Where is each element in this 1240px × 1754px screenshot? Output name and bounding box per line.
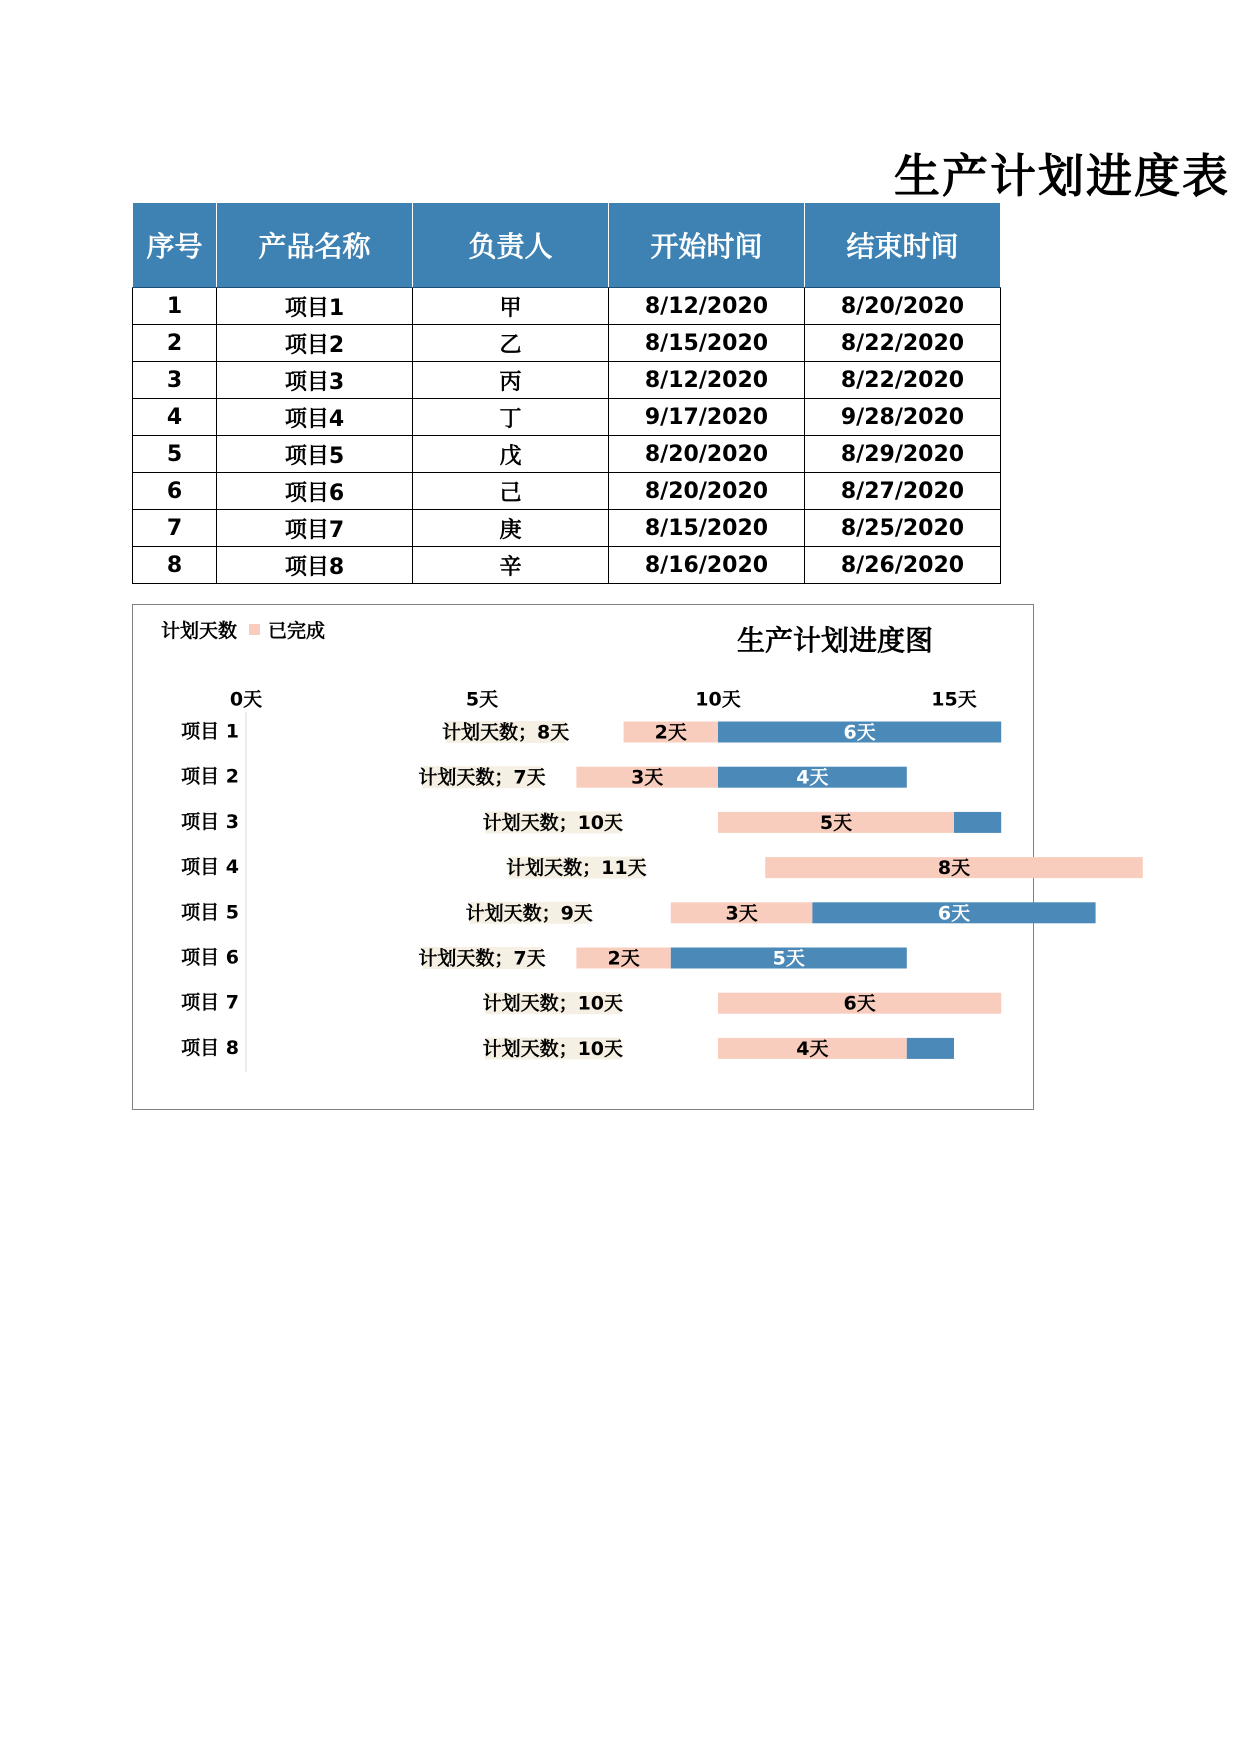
cell-start-date[interactable]: 8/12/2020 xyxy=(609,288,805,325)
cell-owner[interactable]: 戊 xyxy=(413,436,609,473)
x-tick-label: 10天 xyxy=(695,688,741,711)
planned-days-label: 计划天数；10天 xyxy=(482,1037,624,1060)
cell-index[interactable]: 2 xyxy=(133,325,217,362)
remaining-bar-label: 5天 xyxy=(772,947,805,970)
cell-product-name[interactable]: 项目6 xyxy=(217,473,413,510)
header-owner: 负责人 xyxy=(413,203,609,288)
remaining-bar-label: 6天 xyxy=(937,902,971,925)
legend-entry-planned: 计划天数 xyxy=(161,620,238,642)
cell-index[interactable]: 4 xyxy=(133,399,217,436)
y-category-label: 项目 7 xyxy=(181,991,239,1014)
cell-end-date[interactable]: 8/29/2020 xyxy=(805,436,1001,473)
cell-owner[interactable]: 己 xyxy=(413,473,609,510)
cell-owner[interactable]: 丁 xyxy=(413,399,609,436)
remaining-bar-label: 6天 xyxy=(843,721,876,744)
cell-end-date[interactable]: 8/22/2020 xyxy=(805,362,1001,399)
cell-product-name[interactable]: 项目8 xyxy=(217,547,413,584)
y-category-label: 项目 2 xyxy=(181,765,239,788)
planned-days-label: 计划天数；7天 xyxy=(418,766,546,789)
completed-bar-label: 3天 xyxy=(631,766,664,789)
cell-index[interactable]: 1 xyxy=(133,288,217,325)
y-category-label: 项目 5 xyxy=(181,901,239,924)
completed-bar-label: 6天 xyxy=(843,992,876,1015)
cell-index[interactable]: 3 xyxy=(133,362,217,399)
x-tick-label: 15天 xyxy=(931,688,977,711)
planned-days-label: 计划天数；10天 xyxy=(482,811,624,834)
cell-owner[interactable]: 甲 xyxy=(413,288,609,325)
x-tick-label: 0天 xyxy=(229,688,263,711)
cell-end-date[interactable]: 8/22/2020 xyxy=(805,325,1001,362)
cell-index[interactable]: 5 xyxy=(133,436,217,473)
cell-start-date[interactable]: 8/15/2020 xyxy=(609,325,805,362)
cell-start-date[interactable]: 9/17/2020 xyxy=(609,399,805,436)
cell-product-name[interactable]: 项目7 xyxy=(217,510,413,547)
cell-end-date[interactable]: 8/26/2020 xyxy=(805,547,1001,584)
y-category-label: 项目 8 xyxy=(181,1036,239,1059)
header-end-date: 结束时间 xyxy=(805,203,1001,288)
planned-days-label: 计划天数；7天 xyxy=(418,947,546,970)
header-product-name: 产品名称 xyxy=(217,203,413,288)
cell-end-date[interactable]: 8/27/2020 xyxy=(805,473,1001,510)
cell-start-date[interactable]: 8/20/2020 xyxy=(609,436,805,473)
cell-start-date[interactable]: 8/12/2020 xyxy=(609,362,805,399)
planned-days-label: 计划天数；8天 xyxy=(441,721,570,744)
cell-owner[interactable]: 丙 xyxy=(413,362,609,399)
completed-bar-label: 5天 xyxy=(819,811,853,834)
legend-entry-completed: 已完成 xyxy=(268,620,326,642)
cell-product-name[interactable]: 项目2 xyxy=(217,325,413,362)
planned-days-label: 计划天数；11天 xyxy=(506,857,647,880)
page-title: 生产计划进度表 xyxy=(894,149,1230,203)
cell-owner[interactable]: 辛 xyxy=(413,547,609,584)
cell-index[interactable]: 6 xyxy=(133,473,217,510)
header-index: 序号 xyxy=(133,203,217,288)
completed-bar-label: 8天 xyxy=(937,857,971,880)
cell-owner[interactable]: 乙 xyxy=(413,325,609,362)
cell-owner[interactable]: 庚 xyxy=(413,510,609,547)
remaining-bar-label: 4天 xyxy=(796,766,829,789)
y-category-label: 项目 3 xyxy=(181,810,239,833)
cell-product-name[interactable]: 项目5 xyxy=(217,436,413,473)
completed-bar-label: 2天 xyxy=(607,947,640,970)
cell-product-name[interactable]: 项目1 xyxy=(217,288,413,325)
cell-start-date[interactable]: 8/15/2020 xyxy=(609,510,805,547)
x-tick-label: 5天 xyxy=(465,688,499,711)
y-category-label: 项目 6 xyxy=(181,946,239,969)
completed-bar-label: 2天 xyxy=(654,721,687,744)
remaining-bar xyxy=(954,812,1001,833)
completed-bar-label: 4天 xyxy=(796,1037,829,1060)
cell-index[interactable]: 7 xyxy=(133,510,217,547)
completed-bar-label: 3天 xyxy=(725,902,758,925)
y-category-label: 项目 4 xyxy=(181,856,239,879)
cell-index[interactable]: 8 xyxy=(133,547,217,584)
remaining-bar xyxy=(907,1038,954,1059)
cell-product-name[interactable]: 项目3 xyxy=(217,362,413,399)
cell-product-name[interactable]: 项目4 xyxy=(217,399,413,436)
cell-end-date[interactable]: 9/28/2020 xyxy=(805,399,1001,436)
planned-days-label: 计划天数；10天 xyxy=(482,992,624,1015)
header-start-date: 开始时间 xyxy=(609,203,805,288)
planned-days-label: 计划天数；9天 xyxy=(465,902,593,925)
cell-end-date[interactable]: 8/20/2020 xyxy=(805,288,1001,325)
cell-start-date[interactable]: 8/16/2020 xyxy=(609,547,805,584)
cell-start-date[interactable]: 8/20/2020 xyxy=(609,473,805,510)
chart-title: 生产计划进度图 xyxy=(737,624,934,657)
y-category-label: 项目 1 xyxy=(181,720,239,743)
cell-end-date[interactable]: 8/25/2020 xyxy=(805,510,1001,547)
